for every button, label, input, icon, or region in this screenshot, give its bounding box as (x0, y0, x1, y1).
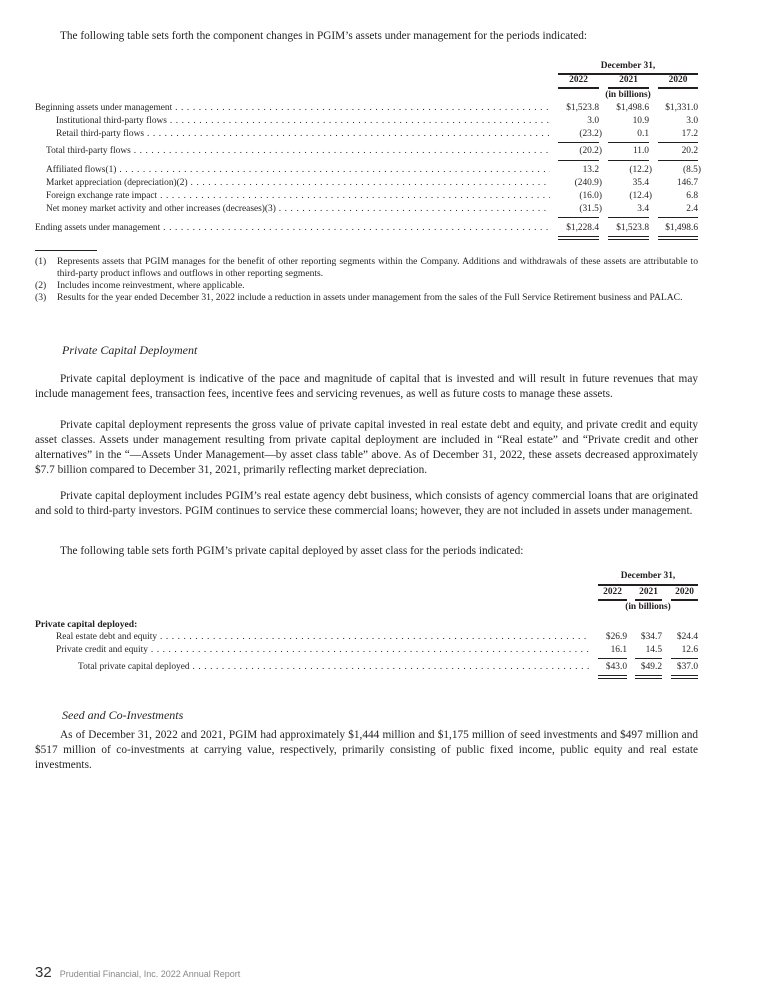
cell-2020: $24.4 (676, 632, 698, 642)
page-number: 32 (35, 964, 52, 981)
year-rule (635, 599, 662, 601)
total-double-rule (635, 675, 662, 679)
cell-2022: $1,228.4 (566, 223, 599, 233)
cell-2021: $49.2 (640, 662, 662, 672)
row-label: Real estate debt and equity . . . (56, 631, 590, 644)
row-label: Total third-party flows . . . (46, 145, 550, 158)
cell-2022: (23.2) (579, 129, 602, 139)
year-rule (671, 599, 698, 601)
cell-2021: 3.4 (637, 204, 649, 214)
cell-2022: $26.9 (605, 632, 627, 642)
cell-2022: $43.0 (605, 662, 627, 672)
footnote-text: Results for the year ended December 31, 2022 include a reduction in assets under management from the sales of the Full Service Retirement business and PALAC. (57, 292, 683, 303)
cell-2020: 20.2 (681, 146, 698, 156)
total-double-rule (598, 675, 627, 679)
cell-2021: (12.2) (629, 165, 652, 175)
intro-text: The following table sets forth PGIM’s private capital deployed by asset class for the periods indicated: (60, 545, 524, 557)
page-footer (35, 964, 240, 981)
cell-2021: 35.4 (632, 178, 649, 188)
cell-2022: (240.9) (574, 178, 602, 188)
row-label: Institutional third-party flows . . . (56, 115, 550, 128)
cell-2021: 10.9 (632, 116, 649, 126)
section-heading: Seed and Co-Investments (62, 708, 184, 722)
table-row (0, 661, 768, 674)
year-header: 2020 (675, 587, 694, 597)
cell-2022: $1,523.8 (566, 103, 599, 113)
row-label: Retail third-party flows . . . (56, 128, 550, 141)
cell-2021: $1,523.8 (616, 223, 649, 233)
row-label: Market appreciation (depreciation)(2) . . . (46, 177, 550, 190)
row-label: Ending assets under management . . . (35, 222, 550, 235)
cell-2021: 11.0 (632, 146, 649, 156)
row-label: Total private capital deployed . . . (78, 661, 590, 674)
cell-2020: $37.0 (676, 662, 698, 672)
cell-2022: 3.0 (587, 116, 599, 126)
year-header: 2021 (619, 75, 638, 85)
cell-2022: (31.5) (579, 204, 602, 214)
cell-2020: 146.7 (676, 178, 698, 188)
intro-text: The following table sets forth the component changes in PGIM’s assets under management for the periods indicated: (60, 30, 588, 42)
paragraph: Private capital deployment represents the gross value of private capital invested in real estate debt and equity, and private credit and equity asset classes. Assets under management resulting from private capital deployment are included in “Real estate” and “Private credit and other alternatives” in the “—Assets Under Management—by asset class table” above. As of December 31, 2022, these assets decreased approximately $7.7 billion compared to December 31, 2021, primarily reflecting market depreciation. (35, 419, 698, 476)
cell-2020: 3.0 (686, 116, 698, 126)
year-rule (598, 599, 627, 601)
cell-2021: 14.5 (645, 645, 662, 655)
cell-2020: $1,498.6 (665, 223, 698, 233)
cell-2021: $34.7 (640, 632, 662, 642)
year-header: 2022 (569, 75, 588, 85)
footnote-text: Includes income reinvestment, where applicable. (57, 280, 245, 291)
footnote-marker: (2) (35, 280, 47, 291)
subtotal-rule (598, 658, 627, 659)
table-row (0, 644, 768, 657)
period-header: December 31, (620, 571, 676, 581)
unit-label: (in billions) (625, 602, 671, 612)
row-label: Net money market activity and other increases (decreases)(3) . . . (46, 203, 550, 216)
row-label: Beginning assets under management . . . (35, 102, 550, 115)
footnote-text: Represents assets that PGIM manages for the benefit of other reporting segments within the Company. Additions and withdrawals of these assets are attributable to third-party product inflows and outflows in other reporting segments. (57, 256, 698, 279)
cell-2020: (8.5) (683, 165, 701, 175)
cell-2021: $1,498.6 (616, 103, 649, 113)
year-header: 2022 (603, 587, 622, 597)
cell-2020: 6.8 (686, 191, 698, 201)
table-row (0, 631, 768, 644)
cell-2022: 16.1 (610, 645, 627, 655)
total-double-rule (671, 675, 698, 679)
cell-2022: (16.0) (579, 191, 602, 201)
header-rule (598, 584, 698, 586)
row-label: Affiliated flows(1) . . . (46, 164, 550, 177)
report-title: Prudential Financial, Inc. 2022 Annual Report (59, 969, 241, 979)
cell-2021: 0.1 (637, 129, 649, 139)
subtotal-rule (635, 658, 662, 659)
paragraph: Private capital deployment includes PGIM’s real estate agency debt business, which consists of agency commercial loans that are originated and sold to third-party investors. PGIM continues to service these commercial loans; however, they are not included in assets under management. (35, 490, 698, 517)
cell-2020: 2.4 (686, 204, 698, 214)
unit-label: (in billions) (605, 90, 651, 100)
cell-2020: $1,331.0 (665, 103, 698, 113)
cell-2020: 12.6 (681, 645, 698, 655)
year-header: 2020 (668, 75, 688, 85)
group-label: Private capital deployed: (35, 619, 138, 630)
section-heading: Private Capital Deployment (62, 343, 198, 357)
cell-2020: 17.2 (681, 129, 698, 139)
paragraph: As of December 31, 2022 and 2021, PGIM had approximately $1,444 million and $1,175 million of seed investments and $497 million and $517 million of co-investments at carrying value, respectively, primarily consisting of public fixed income, public equity and real estate investments. (35, 729, 698, 771)
cell-2022: 13.2 (582, 165, 599, 175)
footnote-marker: (3) (35, 292, 47, 303)
paragraph: Private capital deployment is indicative of the pace and magnitude of capital that is invested and will result in future revenues that may include management fees, transaction fees, incentive fees and servicing revenues, as well as future costs to manage these assets. (35, 373, 698, 400)
footnote-marker: (1) (35, 256, 47, 267)
year-header: 2021 (639, 587, 658, 597)
period-header: December 31, (600, 61, 656, 71)
cell-2021: (12.4) (629, 191, 652, 201)
subtotal-rule (671, 658, 698, 659)
row-label: Foreign exchange rate impact . . . (46, 190, 550, 203)
row-label: Private credit and equity . . . (56, 644, 590, 657)
cell-2022: (20.2) (579, 146, 602, 156)
